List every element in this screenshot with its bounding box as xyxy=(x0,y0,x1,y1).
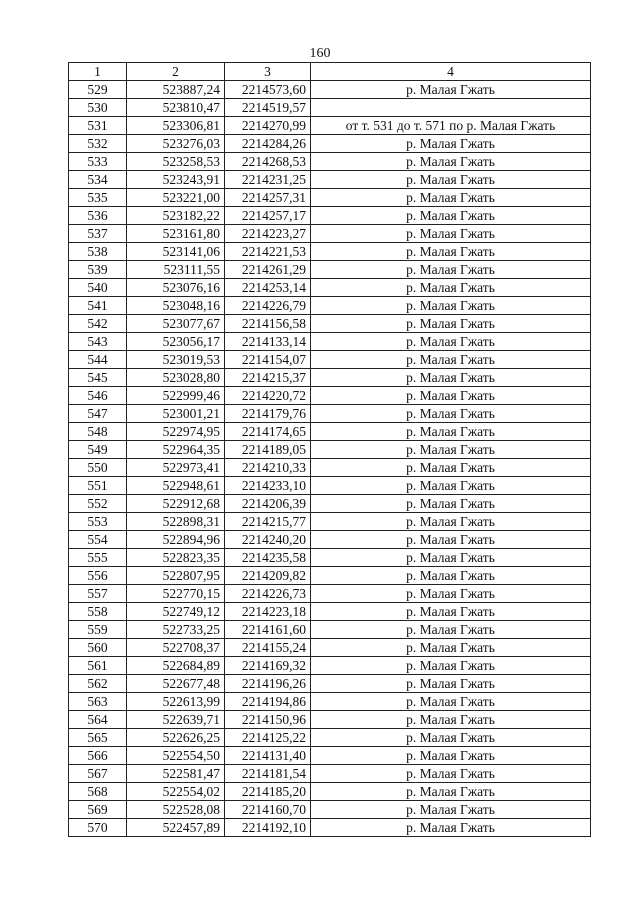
cell-y-coordinate: 2214223,27 xyxy=(225,225,311,243)
table-row xyxy=(69,81,591,99)
table-row xyxy=(69,657,591,675)
coordinates-table xyxy=(68,62,591,837)
cell-x-coordinate: 523276,03 xyxy=(127,135,225,153)
cell-y-coordinate: 2214179,76 xyxy=(225,405,311,423)
cell-y-coordinate: 2214257,31 xyxy=(225,189,311,207)
table-row xyxy=(69,243,591,261)
cell-x-coordinate: 522807,95 xyxy=(127,567,225,585)
table-row xyxy=(69,189,591,207)
cell-point-number: 559 xyxy=(69,621,127,639)
cell-description: р. Малая Гжать xyxy=(311,189,591,207)
cell-x-coordinate: 523161,80 xyxy=(127,225,225,243)
table-row xyxy=(69,117,591,135)
cell-description: от т. 531 до т. 571 по р. Малая Гжать xyxy=(311,117,591,135)
cell-description: р. Малая Гжать xyxy=(311,801,591,819)
table-row xyxy=(69,693,591,711)
cell-description: р. Малая Гжать xyxy=(311,495,591,513)
cell-description: р. Малая Гжать xyxy=(311,657,591,675)
cell-point-number: 560 xyxy=(69,639,127,657)
cell-x-coordinate: 522964,35 xyxy=(127,441,225,459)
cell-x-coordinate: 523028,80 xyxy=(127,369,225,387)
cell-point-number: 532 xyxy=(69,135,127,153)
cell-description: р. Малая Гжать xyxy=(311,621,591,639)
table-row xyxy=(69,207,591,225)
cell-description: р. Малая Гжать xyxy=(311,81,591,99)
cell-y-coordinate: 2214220,72 xyxy=(225,387,311,405)
cell-point-number: 561 xyxy=(69,657,127,675)
cell-description: р. Малая Гжать xyxy=(311,207,591,225)
cell-point-number: 542 xyxy=(69,315,127,333)
cell-x-coordinate: 522613,99 xyxy=(127,693,225,711)
table-header-row xyxy=(69,63,591,81)
cell-description: р. Малая Гжать xyxy=(311,135,591,153)
cell-y-coordinate: 2214284,26 xyxy=(225,135,311,153)
cell-description: р. Малая Гжать xyxy=(311,693,591,711)
cell-x-coordinate: 522948,61 xyxy=(127,477,225,495)
cell-description: р. Малая Гжать xyxy=(311,387,591,405)
cell-point-number: 565 xyxy=(69,729,127,747)
cell-point-number: 563 xyxy=(69,693,127,711)
cell-y-coordinate: 2214155,24 xyxy=(225,639,311,657)
table-row xyxy=(69,639,591,657)
cell-description: р. Малая Гжать xyxy=(311,405,591,423)
cell-description: р. Малая Гжать xyxy=(311,153,591,171)
table-row xyxy=(69,819,591,837)
cell-y-coordinate: 2214154,07 xyxy=(225,351,311,369)
cell-description: р. Малая Гжать xyxy=(311,819,591,837)
table-row xyxy=(69,513,591,531)
cell-point-number: 531 xyxy=(69,117,127,135)
cell-y-coordinate: 2214209,82 xyxy=(225,567,311,585)
table-row xyxy=(69,747,591,765)
cell-x-coordinate: 522639,71 xyxy=(127,711,225,729)
cell-description: р. Малая Гжать xyxy=(311,315,591,333)
cell-x-coordinate: 523182,22 xyxy=(127,207,225,225)
cell-description: р. Малая Гжать xyxy=(311,711,591,729)
cell-y-coordinate: 2214215,37 xyxy=(225,369,311,387)
cell-point-number: 557 xyxy=(69,585,127,603)
cell-y-coordinate: 2214235,58 xyxy=(225,549,311,567)
cell-x-coordinate: 523001,21 xyxy=(127,405,225,423)
cell-point-number: 564 xyxy=(69,711,127,729)
table-row xyxy=(69,531,591,549)
cell-y-coordinate: 2214192,10 xyxy=(225,819,311,837)
cell-y-coordinate: 2214125,22 xyxy=(225,729,311,747)
table-row xyxy=(69,783,591,801)
table-row xyxy=(69,171,591,189)
cell-y-coordinate: 2214215,77 xyxy=(225,513,311,531)
table-row xyxy=(69,333,591,351)
cell-description: р. Малая Гжать xyxy=(311,423,591,441)
cell-y-coordinate: 2214156,58 xyxy=(225,315,311,333)
cell-description: р. Малая Гжать xyxy=(311,639,591,657)
cell-point-number: 555 xyxy=(69,549,127,567)
cell-description: р. Малая Гжать xyxy=(311,783,591,801)
cell-description: р. Малая Гжать xyxy=(311,603,591,621)
cell-x-coordinate: 523887,24 xyxy=(127,81,225,99)
cell-description: р. Малая Гжать xyxy=(311,297,591,315)
table-row xyxy=(69,261,591,279)
cell-y-coordinate: 2214261,29 xyxy=(225,261,311,279)
table-row xyxy=(69,567,591,585)
cell-point-number: 540 xyxy=(69,279,127,297)
cell-y-coordinate: 2214257,17 xyxy=(225,207,311,225)
cell-x-coordinate: 522823,35 xyxy=(127,549,225,567)
table-row xyxy=(69,765,591,783)
table-row xyxy=(69,225,591,243)
cell-x-coordinate: 523258,53 xyxy=(127,153,225,171)
cell-x-coordinate: 522677,48 xyxy=(127,675,225,693)
cell-point-number: 529 xyxy=(69,81,127,99)
cell-description: р. Малая Гжать xyxy=(311,765,591,783)
cell-point-number: 567 xyxy=(69,765,127,783)
cell-point-number: 553 xyxy=(69,513,127,531)
cell-y-coordinate: 2214573,60 xyxy=(225,81,311,99)
cell-x-coordinate: 522973,41 xyxy=(127,459,225,477)
table-row xyxy=(69,675,591,693)
cell-y-coordinate: 2214161,60 xyxy=(225,621,311,639)
cell-description: р. Малая Гжать xyxy=(311,441,591,459)
cell-y-coordinate: 2214268,53 xyxy=(225,153,311,171)
table-row xyxy=(69,729,591,747)
cell-point-number: 535 xyxy=(69,189,127,207)
cell-point-number: 554 xyxy=(69,531,127,549)
cell-x-coordinate: 523019,53 xyxy=(127,351,225,369)
table-row xyxy=(69,495,591,513)
cell-description: р. Малая Гжать xyxy=(311,477,591,495)
cell-description: р. Малая Гжать xyxy=(311,171,591,189)
cell-point-number: 569 xyxy=(69,801,127,819)
cell-x-coordinate: 522898,31 xyxy=(127,513,225,531)
cell-description: р. Малая Гжать xyxy=(311,585,591,603)
cell-x-coordinate: 522770,15 xyxy=(127,585,225,603)
table-row xyxy=(69,315,591,333)
cell-point-number: 562 xyxy=(69,675,127,693)
cell-y-coordinate: 2214169,32 xyxy=(225,657,311,675)
cell-description: р. Малая Гжать xyxy=(311,531,591,549)
cell-y-coordinate: 2214221,53 xyxy=(225,243,311,261)
cell-description: р. Малая Гжать xyxy=(311,369,591,387)
cell-y-coordinate: 2214270,99 xyxy=(225,117,311,135)
cell-description: р. Малая Гжать xyxy=(311,351,591,369)
cell-x-coordinate: 523077,67 xyxy=(127,315,225,333)
cell-y-coordinate: 2214194,86 xyxy=(225,693,311,711)
cell-description xyxy=(311,99,591,117)
cell-x-coordinate: 523306,81 xyxy=(127,117,225,135)
cell-point-number: 548 xyxy=(69,423,127,441)
cell-y-coordinate: 2214210,33 xyxy=(225,459,311,477)
cell-x-coordinate: 522912,68 xyxy=(127,495,225,513)
cell-x-coordinate: 522974,95 xyxy=(127,423,225,441)
table-row xyxy=(69,423,591,441)
table-body xyxy=(69,81,591,837)
cell-point-number: 534 xyxy=(69,171,127,189)
cell-y-coordinate: 2214133,14 xyxy=(225,333,311,351)
cell-y-coordinate: 2214196,26 xyxy=(225,675,311,693)
cell-y-coordinate: 2214206,39 xyxy=(225,495,311,513)
table-row xyxy=(69,369,591,387)
cell-point-number: 547 xyxy=(69,405,127,423)
table-row xyxy=(69,351,591,369)
cell-y-coordinate: 2214226,73 xyxy=(225,585,311,603)
cell-point-number: 538 xyxy=(69,243,127,261)
table-row xyxy=(69,405,591,423)
cell-y-coordinate: 2214519,57 xyxy=(225,99,311,117)
table-row xyxy=(69,801,591,819)
table-row xyxy=(69,297,591,315)
cell-x-coordinate: 522528,08 xyxy=(127,801,225,819)
column-header-y: 3 xyxy=(225,63,311,81)
table-row xyxy=(69,135,591,153)
table-row xyxy=(69,603,591,621)
cell-point-number: 568 xyxy=(69,783,127,801)
cell-y-coordinate: 2214226,79 xyxy=(225,297,311,315)
cell-x-coordinate: 522708,37 xyxy=(127,639,225,657)
page-number: 160 xyxy=(309,46,331,61)
cell-y-coordinate: 2214160,70 xyxy=(225,801,311,819)
cell-point-number: 541 xyxy=(69,297,127,315)
cell-x-coordinate: 523243,91 xyxy=(127,171,225,189)
cell-y-coordinate: 2214240,20 xyxy=(225,531,311,549)
cell-x-coordinate: 522554,50 xyxy=(127,747,225,765)
table-row xyxy=(69,621,591,639)
cell-point-number: 551 xyxy=(69,477,127,495)
cell-y-coordinate: 2214189,05 xyxy=(225,441,311,459)
cell-point-number: 543 xyxy=(69,333,127,351)
cell-point-number: 556 xyxy=(69,567,127,585)
cell-x-coordinate: 522684,89 xyxy=(127,657,225,675)
cell-y-coordinate: 2214223,18 xyxy=(225,603,311,621)
cell-x-coordinate: 522554,02 xyxy=(127,783,225,801)
cell-x-coordinate: 523076,16 xyxy=(127,279,225,297)
cell-x-coordinate: 522894,96 xyxy=(127,531,225,549)
cell-description: р. Малая Гжать xyxy=(311,225,591,243)
cell-x-coordinate: 522999,46 xyxy=(127,387,225,405)
cell-x-coordinate: 522581,47 xyxy=(127,765,225,783)
cell-point-number: 566 xyxy=(69,747,127,765)
cell-description: р. Малая Гжать xyxy=(311,567,591,585)
cell-y-coordinate: 2214231,25 xyxy=(225,171,311,189)
cell-point-number: 570 xyxy=(69,819,127,837)
table-row xyxy=(69,153,591,171)
table-row xyxy=(69,459,591,477)
cell-point-number: 545 xyxy=(69,369,127,387)
cell-x-coordinate: 523048,16 xyxy=(127,297,225,315)
cell-y-coordinate: 2214233,10 xyxy=(225,477,311,495)
cell-description: р. Малая Гжать xyxy=(311,675,591,693)
cell-y-coordinate: 2214253,14 xyxy=(225,279,311,297)
cell-description: р. Малая Гжать xyxy=(311,261,591,279)
cell-x-coordinate: 523056,17 xyxy=(127,333,225,351)
cell-point-number: 533 xyxy=(69,153,127,171)
cell-x-coordinate: 522749,12 xyxy=(127,603,225,621)
cell-description: р. Малая Гжать xyxy=(311,513,591,531)
cell-point-number: 544 xyxy=(69,351,127,369)
cell-y-coordinate: 2214185,20 xyxy=(225,783,311,801)
table-row xyxy=(69,585,591,603)
table-row xyxy=(69,477,591,495)
cell-point-number: 552 xyxy=(69,495,127,513)
table-row xyxy=(69,279,591,297)
cell-point-number: 558 xyxy=(69,603,127,621)
cell-description: р. Малая Гжать xyxy=(311,333,591,351)
cell-point-number: 530 xyxy=(69,99,127,117)
cell-description: р. Малая Гжать xyxy=(311,459,591,477)
cell-x-coordinate: 523221,00 xyxy=(127,189,225,207)
cell-point-number: 537 xyxy=(69,225,127,243)
cell-point-number: 539 xyxy=(69,261,127,279)
table-row xyxy=(69,387,591,405)
cell-description: р. Малая Гжать xyxy=(311,243,591,261)
cell-x-coordinate: 522457,89 xyxy=(127,819,225,837)
cell-description: р. Малая Гжать xyxy=(311,747,591,765)
table-row xyxy=(69,549,591,567)
table-row xyxy=(69,99,591,117)
cell-y-coordinate: 2214181,54 xyxy=(225,765,311,783)
cell-x-coordinate: 523810,47 xyxy=(127,99,225,117)
table-row xyxy=(69,441,591,459)
cell-y-coordinate: 2214150,96 xyxy=(225,711,311,729)
cell-x-coordinate: 523111,55 xyxy=(127,261,225,279)
column-header-x: 2 xyxy=(127,63,225,81)
cell-point-number: 536 xyxy=(69,207,127,225)
cell-y-coordinate: 2214131,40 xyxy=(225,747,311,765)
cell-y-coordinate: 2214174,65 xyxy=(225,423,311,441)
cell-x-coordinate: 522626,25 xyxy=(127,729,225,747)
column-header-description: 4 xyxy=(311,63,591,81)
table-row xyxy=(69,711,591,729)
cell-x-coordinate: 523141,06 xyxy=(127,243,225,261)
cell-description: р. Малая Гжать xyxy=(311,549,591,567)
cell-x-coordinate: 522733,25 xyxy=(127,621,225,639)
cell-description: р. Малая Гжать xyxy=(311,279,591,297)
cell-description: р. Малая Гжать xyxy=(311,729,591,747)
column-header-point-number: 1 xyxy=(69,63,127,81)
cell-point-number: 546 xyxy=(69,387,127,405)
cell-point-number: 550 xyxy=(69,459,127,477)
cell-point-number: 549 xyxy=(69,441,127,459)
